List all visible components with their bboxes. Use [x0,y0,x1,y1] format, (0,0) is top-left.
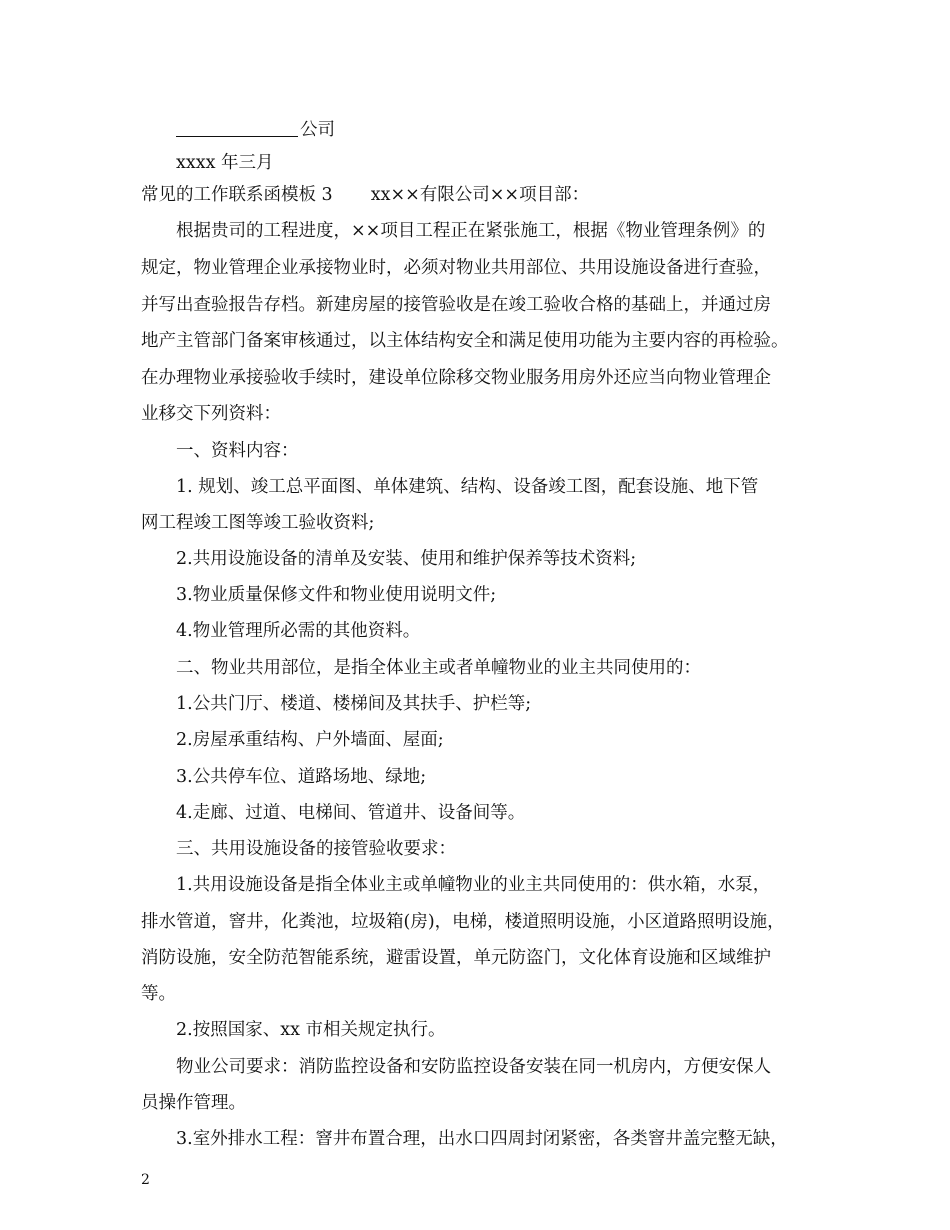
paragraph-line: 在办理物业承接验收手续时，建设单位除移交物业服务用房外还应当向物业管理企 [141,368,771,388]
list-item-continuation: 消防设施，安全防范智能系统，避雷设置，单元防盗门，文化体育设施和区域维护 [141,948,771,968]
paragraph-line: 业移交下列资料： [141,404,281,424]
template-title: 常见的工作联系函模板 3 [141,185,333,205]
list-item: 2.房屋承重结构、户外墙面、屋面; [176,730,444,750]
list-item: 1.公共门厅、楼道、楼梯间及其扶手、护栏等; [176,694,532,714]
list-item: 1. 规划、竣工总平面图、单体建筑、结构、设备竣工图，配套设施、地下管 [176,477,759,497]
paragraph-line: 规定，物业管理企业承接物业时，必须对物业共用部位、共用设施设备进行查验， [141,258,771,278]
template-title-line [141,183,589,207]
list-item: 2.共用设施设备的清单及安装、使用和维护保养等技术资料; [176,549,637,569]
list-item: 3.公共停车位、道路场地、绿地; [176,767,427,787]
blank-underline [176,118,298,137]
section-heading: 一、资料内容： [176,441,299,461]
list-item-continuation: 网工程竣工图等竣工验收资料; [141,513,375,533]
document-date: xxxx 年三月 [176,153,274,173]
paragraph-line: 员操作管理。 [141,1093,246,1113]
paragraph-line: 并写出查验报告存档。新建房屋的接管验收是在竣工验收合格的基础上，并通过房 [141,295,771,315]
list-item: 4.物业管理所必需的其他资料。 [176,621,421,641]
list-item: 2.按照国家、xx 市相关规定执行。 [176,1020,446,1040]
list-item: 3.室外排水工程：窨井布置合理，出水口四周封闭紧密，各类窨井盖完整无缺， [176,1129,788,1149]
paragraph-line: 根据贵司的工程进度，××项目工程正在紧张施工，根据《物业管理条例》的 [176,221,766,241]
section-heading: 二、物业共用部位，是指全体业主或者单幢物业的业主共同使用的： [176,658,701,678]
addressee: xx××有限公司××项目部： [370,185,590,205]
paragraph-line: 地产主管部门备案审核通过，以主体结构安全和满足使用功能为主要内容的再检验。 [141,331,789,351]
company-signature-line [176,118,335,142]
paragraph-line: 物业公司要求：消防监控设备和安防监控设备安装在同一机房内，方便安保人 [176,1057,771,1077]
list-item-continuation: 排水管道，窨井，化粪池，垃圾箱(房)，电梯，楼道照明设施，小区道路照明设施， [141,912,785,932]
company-suffix: 公司 [300,120,335,140]
list-item: 3.物业质量保修文件和物业使用说明文件; [176,585,497,605]
section-heading: 三、共用设施设备的接管验收要求： [176,839,456,859]
page-number: 2 [141,1172,150,1188]
list-item-continuation: 等。 [141,984,176,1004]
list-item: 4.走廊、过道、电梯间、管道井、设备间等。 [176,803,526,823]
list-item: 1.共用设施设备是指全体业主或单幢物业的业主共同使用的：供水箱，水泵， [176,875,771,895]
